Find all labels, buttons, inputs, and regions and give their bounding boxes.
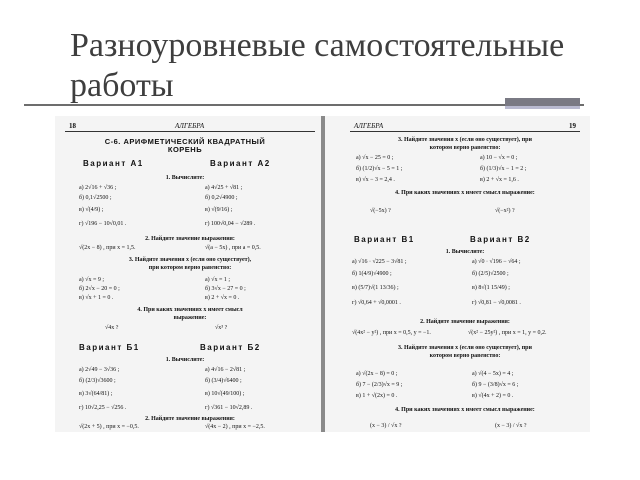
slide-title: Разноуровневые самостоятельные работы [70, 27, 565, 104]
task1-label: 1. Вычислите: [165, 175, 205, 181]
b2-task3-expr: б) (1/3)√x − 1 = 2 ; [480, 166, 527, 172]
variant-v2-heading: Вариант В2 [470, 235, 531, 244]
right-page-number: 19 [569, 122, 576, 130]
a1-expr: б) 0,1√2500 ; [79, 195, 112, 201]
left-page-header [65, 122, 315, 132]
b1-task3-expr: в) √x − 3 = 2,4 . [356, 177, 395, 183]
task4-label: 4. При каких значениях x имеет смысл выражение: [137, 307, 243, 321]
v2-expr: г) √0,81 − √0,0081 . [472, 300, 521, 306]
a2-task4-expr: √x³ ? [215, 325, 228, 331]
v2-task2-expr: √(x² − 25y²) , при x = 1, y = 0,2. [468, 330, 547, 336]
a1-task4-expr: √4x ? [105, 325, 119, 331]
a1-expr: в) √(4/9) ; [79, 207, 104, 213]
right-page-header [350, 122, 580, 132]
b2-task2-expr: √(4x − 2) , при x = −2,5. [205, 424, 265, 430]
work-title-line2: КОРЕНЬ [167, 145, 203, 154]
book-gutter [321, 116, 325, 432]
v2-task3-expr: б) 9 − (3/8)√x = 6 ; [472, 382, 519, 388]
a2-task3-expr: в) 2 + √x = 0 . [205, 295, 240, 301]
v-task4-label: 4. При каких значениях x имеет смысл выражение: [395, 407, 535, 413]
v1-expr: г) √0,64 + √0,0001 . [352, 300, 401, 306]
v2-task4-expr: (x − 3) / √x ? [495, 423, 527, 429]
a1-task2-expr: √(2x − 8) , при x = 1,5. [79, 245, 136, 251]
b-task3-label: 3. Найдите значения x (если оно существует), при котором верно равенство: [398, 137, 532, 151]
task3-label: 3. Найдите значения x (если оно существует), при котором верно равенство: [128, 257, 252, 271]
scanned-book-spread [55, 116, 590, 432]
b2-task3-expr: в) 2 + √x = 1,6 . [480, 177, 519, 183]
b2-task3-expr: а) 10 − √x = 0 ; [480, 155, 518, 161]
v1-task3-expr: б) 7 − (2/3)√x = 9 ; [356, 382, 403, 388]
variant-b1-heading: Вариант Б1 [79, 343, 140, 352]
a2-task2-expr: √(a − 5x) , при a = 0,5. [205, 245, 261, 251]
b2-expr: в) 10√(49/100) ; [205, 391, 245, 397]
v2-task3-expr: в) √(4x + 2) = 0 . [472, 393, 514, 399]
v-task2-label: 2. Найдите значение выражения: [420, 319, 510, 325]
title-rule-accent-light [505, 106, 580, 109]
variant-v1-heading: Вариант В1 [354, 235, 415, 244]
a1-task3-expr: б) 2√x − 20 = 0 ; [79, 286, 120, 292]
b2-task4-expr: √(−x²) ? [495, 208, 515, 214]
a2-expr: а) 4√25 + √81 ; [205, 185, 243, 191]
b1-task3-expr: б) (1/2)√x − 5 = 1 ; [356, 166, 403, 172]
variant-a1-heading: Вариант А1 [83, 159, 144, 168]
b-task2-label: 2. Найдите значение выражения: [145, 416, 235, 422]
v2-expr: б) (2/5)√2500 ; [472, 271, 509, 277]
a2-task3-expr: б) 3√x − 27 = 0 ; [205, 286, 246, 292]
v2-expr: в) 8√(1 15/49) ; [472, 285, 510, 291]
v1-task3-expr: в) 1 + √(2x) = 0 . [356, 393, 398, 399]
title-rule [24, 104, 584, 106]
b1-task2-expr: √(2x + 5) , при x = −0,5. [79, 424, 139, 430]
v-task1-label: 1. Вычислите: [445, 249, 485, 255]
right-section-header: АЛГЕБРА [354, 122, 384, 130]
a2-expr: в) √(9/16) ; [205, 207, 233, 213]
b1-expr: г) 10√2,25 − √256 . [79, 405, 127, 411]
b1-expr: б) (2/3)√3600 ; [79, 378, 116, 384]
b-task1-label: 1. Вычислите: [165, 357, 205, 363]
a1-task3-expr: а) √x = 9 ; [79, 277, 105, 283]
v1-expr: б) 1(4/9)√4900 ; [352, 271, 392, 277]
b1-task3-expr: а) √x − 25 = 0 ; [356, 155, 394, 161]
v1-task2-expr: √(4x² − y²) , при x = 0,5, y = −1. [352, 330, 431, 336]
variant-b2-heading: Вариант Б2 [200, 343, 261, 352]
task2-label: 2. Найдите значение выражения: [145, 236, 235, 242]
a1-expr: г) √196 − 10√0,01 . [79, 221, 127, 227]
variant-a2-heading: Вариант А2 [210, 159, 271, 168]
b1-expr: а) 2√49 − 3√36 ; [79, 367, 120, 373]
a1-expr: а) 2√16 + √36 ; [79, 185, 117, 191]
a2-expr: б) 0,2√4900 ; [205, 195, 238, 201]
title-rule-accent [505, 98, 580, 106]
b2-expr: б) (3/4)√6400 ; [205, 378, 242, 384]
v1-expr: а) √16 · √225 − 3√81 ; [352, 259, 407, 265]
v2-task3-expr: а) √(4 − 5x) = 4 ; [472, 371, 514, 377]
a1-task3-expr: в) √x + 1 = 0 . [79, 295, 114, 301]
work-title [85, 138, 285, 154]
v1-task3-expr: а) √(2x − 8) = 0 ; [356, 371, 398, 377]
left-page-number: 18 [69, 122, 76, 130]
right-page [350, 116, 580, 432]
v1-expr: в) (5/7)√(1 13/36) ; [352, 285, 399, 291]
left-section-header: АЛГЕБРА [175, 122, 205, 130]
b-task4-label: 4. При каких значениях x имеет смысл выражение: [395, 190, 535, 196]
v1-task4-expr: (x − 3) / √x ? [370, 423, 402, 429]
b2-expr: г) √361 − 10√2,89 . [205, 405, 253, 411]
v2-expr: а) √0 · √196 − √64 ; [472, 259, 521, 265]
b2-expr: а) 4√16 − 2√81 ; [205, 367, 246, 373]
b1-expr: в) 3√(64/81) ; [79, 391, 113, 397]
a2-task3-expr: а) √x = 1 ; [205, 277, 231, 283]
left-page [65, 116, 315, 432]
a2-expr: г) 100√0,04 − √289 . [205, 221, 256, 227]
v-task3-label: 3. Найдите значения x (если оно существует), при котором верно равенство: [398, 345, 532, 359]
work-title-line1: С-6. АРИФМЕТИЧЕСКИЙ КВАДРАТНЫЙ [104, 137, 266, 146]
b1-task4-expr: √(−5x) ? [370, 208, 391, 214]
